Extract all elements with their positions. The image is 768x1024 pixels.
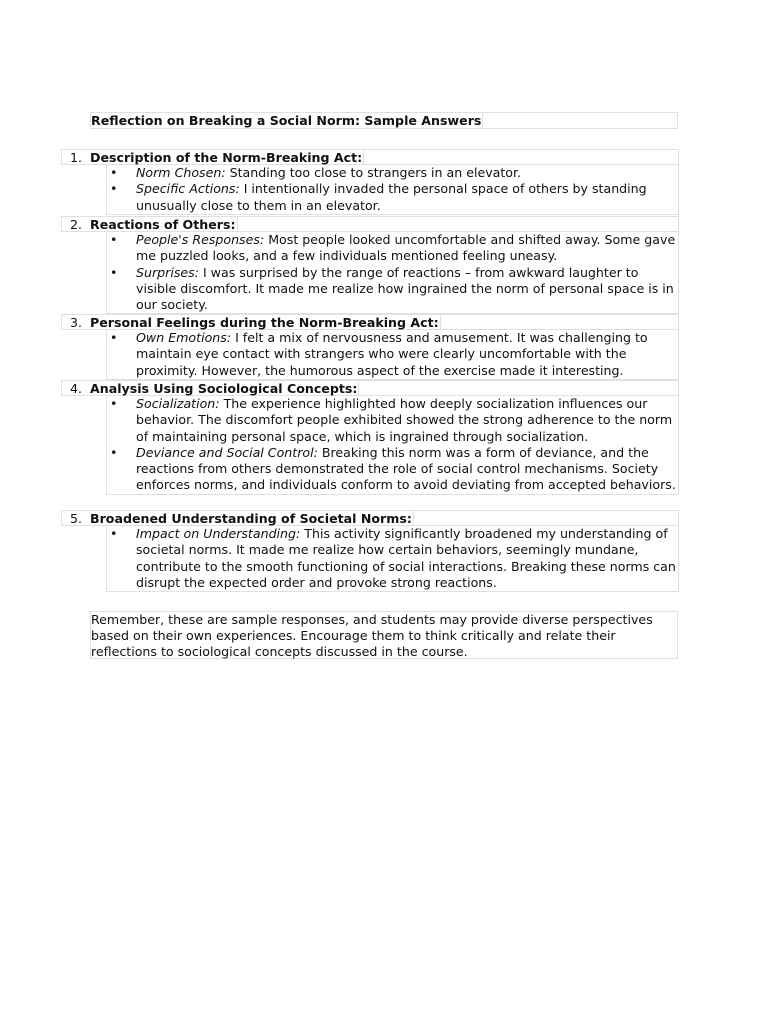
section-title: Broadened Understanding of Societal Norms: xyxy=(90,511,412,526)
item-term: Surprises: xyxy=(136,264,199,280)
list-item xyxy=(107,165,678,181)
bullet-icon: • xyxy=(110,165,118,180)
section-1 xyxy=(61,149,679,215)
item-term: Specific Actions: xyxy=(136,181,240,197)
bullet-icon: • xyxy=(110,526,118,541)
section-heading xyxy=(61,149,679,165)
item-term: Impact on Understanding: xyxy=(136,526,301,541)
section-body xyxy=(106,330,679,380)
section-title: Personal Feelings during the Norm-Breaking Act: xyxy=(90,315,439,330)
bullet-icon: • xyxy=(110,444,118,460)
item-text: Standing too close to strangers in an elevator. xyxy=(229,165,522,180)
section-body xyxy=(106,165,679,215)
list-item xyxy=(107,526,678,591)
closing-note: Remember, these are sample responses, and students may provide diverse perspectives based on their own experiences. Encourage them to think critically and relate their reflections to sociological concepts discussed in the course. xyxy=(90,611,678,659)
section-body xyxy=(106,396,679,495)
item-term: Own Emotions: xyxy=(136,330,232,345)
item-term: Norm Chosen: xyxy=(136,165,226,180)
section-4 xyxy=(61,380,679,495)
section-heading xyxy=(61,380,679,396)
bullet-icon: • xyxy=(110,330,118,345)
list-item xyxy=(107,330,678,379)
section-5 xyxy=(61,510,679,592)
section-number: 4. xyxy=(69,381,82,396)
bullet-icon: • xyxy=(110,396,118,411)
item-term: Socialization: xyxy=(136,396,220,411)
item-text: The experience highlighted how deeply socialization influences our behavior. The discomfort people exhibited showed the strong adherence to the norm of maintaining personal space, which is ingrained through socialization. xyxy=(136,396,673,444)
section-number: 5. xyxy=(69,511,82,526)
section-3 xyxy=(61,314,679,380)
item-text: I intentionally invaded the personal space of others by standing unusually close to them in an elevator. xyxy=(136,181,647,213)
list-item xyxy=(107,232,678,265)
item-text: This activity significantly broadened my understanding of societal norms. It made me realize how certain behaviors, seemingly mundane, contribute to the smooth functioning of social interactions. Breaking these norms can disrupt the expected order and provoke strong reactions. xyxy=(136,526,676,590)
section-body xyxy=(106,526,679,592)
section-heading xyxy=(61,314,679,330)
section-body xyxy=(106,232,679,314)
list-item xyxy=(107,181,678,214)
item-text: I was surprised by the range of reactions – from awkward laughter to visible discomfort. It made me realize how ingrained the norm of personal space is in our society. xyxy=(136,264,674,313)
bullet-icon: • xyxy=(110,232,118,247)
list-item xyxy=(107,265,678,314)
document-title: Reflection on Breaking a Social Norm: Sample Answers xyxy=(91,113,482,128)
item-term: People's Responses: xyxy=(136,232,265,247)
section-title: Description of the Norm-Breaking Act: xyxy=(90,150,363,165)
bullet-icon: • xyxy=(110,264,118,280)
bullet-icon: • xyxy=(110,181,118,197)
list-item xyxy=(107,445,678,494)
section-title: Reactions of Others: xyxy=(90,217,236,232)
section-heading xyxy=(61,216,679,232)
section-2 xyxy=(61,216,679,314)
item-text: I felt a mix of nervousness and amusement. It was challenging to maintain eye contact with strangers who were clearly uncomfortable with the proximity. However, the humorous aspect of the exercise made it interesting. xyxy=(136,330,648,378)
section-title: Analysis Using Sociological Concepts: xyxy=(90,381,358,396)
list-item xyxy=(107,396,678,445)
section-heading xyxy=(61,510,679,526)
item-term: Deviance and Social Control: xyxy=(136,444,318,460)
section-number: 3. xyxy=(69,315,82,330)
section-number: 2. xyxy=(69,217,82,232)
section-number: 1. xyxy=(69,150,82,165)
title-box xyxy=(90,112,678,129)
item-text: Breaking this norm was a form of deviance, and the reactions from others demonstrated the role of social control mechanisms. Society enforces norms, and individuals conform to avoid deviating from accepted behaviors. xyxy=(136,444,676,493)
item-text: Most people looked uncomfortable and shifted away. Some gave me puzzled looks, and a few individuals mentioned feeling uneasy. xyxy=(136,232,676,264)
